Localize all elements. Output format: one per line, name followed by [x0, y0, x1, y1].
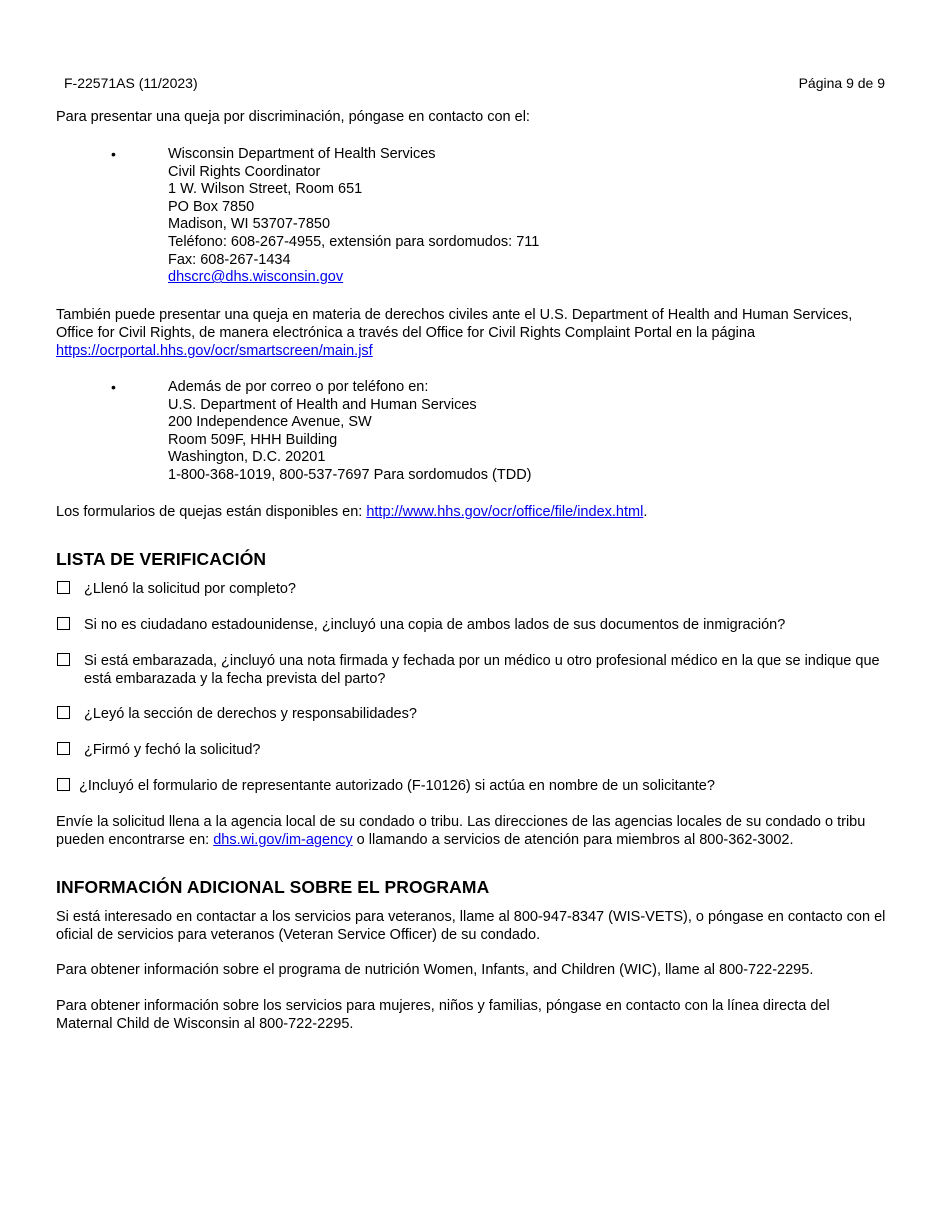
ocr-portal-link[interactable]: https://ocrportal.hhs.gov/ocr/smartscreen/main.jsf: [56, 343, 373, 359]
address-line: Teléfono: 608-267-4955, extensión para sordomudos: 711: [168, 233, 540, 250]
federal-complaint-text: También puede presentar una queja en materia de derechos civiles ante el U.S. Department of Health and Human Services, Office for Civil Rights, de manera electrónica a través del Office for Civil Rights Complaint Portal en la página: [56, 307, 853, 341]
complaint-forms-link[interactable]: http://www.hhs.gov/ocr/office/file/index.html: [366, 504, 644, 520]
veterans-paragraph: Si está interesado en contactar a los servicios para veteranos, llame al 800-947-8347 (WIS-VETS), o póngase en contacto con el oficial de servicios para veteranos (Veteran Service Officer) de su condado.: [56, 909, 886, 943]
send-application-text: Envíe la solicitud llena a la agencia local de su condado o tribu. Las direcciones de las agencias locales de su condado o tribu pueden encontrarse en:: [56, 814, 866, 848]
checkbox[interactable]: [57, 653, 70, 666]
email-link[interactable]: dhscrc@dhs.wisconsin.gov: [168, 269, 344, 286]
wic-paragraph: Para obtener información sobre el programa de nutrición Women, Infants, and Children (WIC), llame al 800-722-2295.: [56, 962, 814, 978]
im-agency-link[interactable]: dhs.wi.gov/im-agency: [213, 832, 353, 848]
maternal-child-paragraph: Para obtener información sobre los servicios para mujeres, niños y familias, póngase en contacto con la línea directa del Maternal Child de Wisconsin al 800-722-2295.: [56, 998, 830, 1032]
checklist-item-text: Si está embarazada, ¿incluyó una nota firmada y fechada por un médico u otro profesional médico en la que se indique que está embarazada y la fecha prevista del parto?: [84, 653, 880, 687]
address-line: Fax: 608-267-1434: [168, 251, 291, 268]
checkbox[interactable]: [57, 706, 70, 719]
bullet-icon: •: [111, 379, 116, 395]
checkbox[interactable]: [57, 617, 70, 630]
dhs-address: [168, 145, 539, 286]
bullet-icon: •: [111, 146, 116, 162]
additional-info-heading: INFORMACIÓN ADICIONAL SOBRE EL PROGRAMA: [56, 877, 490, 897]
checkbox[interactable]: [57, 778, 70, 791]
address-line: Civil Rights Coordinator: [168, 163, 321, 180]
checkbox[interactable]: [57, 581, 70, 594]
complaint-forms-text: Los formularios de quejas están disponibles en:: [56, 504, 367, 520]
discrimination-intro: Para presentar una queja por discriminación, póngase en contacto con el:: [56, 109, 530, 125]
hhs-address: [168, 378, 532, 484]
form-number: F-22571AS (11/2023): [64, 75, 198, 91]
complaint-forms-paragraph: [56, 503, 890, 521]
address-line: U.S. Department of Health and Human Services: [168, 396, 477, 413]
address-line: Washington, D.C. 20201: [168, 449, 326, 466]
checklist-heading: LISTA DE VERIFICACIÓN: [56, 549, 267, 569]
address-line: 200 Independence Avenue, SW: [168, 414, 372, 431]
address-line: Room 509F, HHH Building: [168, 431, 338, 448]
address-line: 1-800-368-1019, 800-537-7697 Para sordomudos (TDD): [168, 466, 532, 483]
checklist-item-text: ¿Llenó la solicitud por completo?: [84, 581, 296, 597]
checklist-item-text: ¿Incluyó el formulario de representante autorizado (F-10126) si actúa en nombre de un solicitante?: [79, 778, 715, 794]
address-line: Madison, WI 53707-7850: [168, 216, 331, 233]
checklist-item-text: Si no es ciudadano estadounidense, ¿incluyó una copia de ambos lados de sus documentos de inmigración?: [84, 617, 786, 633]
checklist-item-text: ¿Firmó y fechó la solicitud?: [84, 742, 261, 758]
page-number: Página 9 de 9: [798, 75, 885, 91]
address-line: 1 W. Wilson Street, Room 651: [168, 181, 363, 198]
checklist-item-text: ¿Leyó la sección de derechos y responsabilidades?: [84, 706, 417, 722]
address-line: Además de por correo o por teléfono en:: [168, 379, 429, 395]
send-application-paragraph: [56, 813, 890, 849]
address-line: PO Box 7850: [168, 198, 255, 215]
address-line: Wisconsin Department of Health Services: [168, 146, 436, 162]
federal-complaint-paragraph: [56, 306, 890, 360]
period-text: .: [643, 504, 648, 520]
checkbox[interactable]: [57, 742, 70, 755]
send-application-end: o llamando a servicios de atención para miembros al 800-362-3002.: [352, 832, 794, 848]
